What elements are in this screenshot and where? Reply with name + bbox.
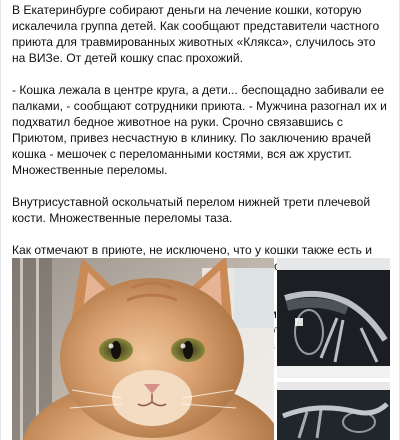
xray-photo-2[interactable]	[277, 382, 390, 440]
post-paragraph-2: - Кошка лежала в центре круга, а дети... беспощадно забивали ее палками, - сообщают сотрудники приюта. - Мужчина разогнал их и подхватил бедное животное на руки. Срочно связавшись с Приютом, привез несчастную в клинику. По заключению врачей кошка - мешочек с переломанными костями, вся аж хрустит. Множественные переломы.	[12, 83, 387, 177]
post-paragraph-1: В Екатеринбурге собирают деньги на лечение кошки, которую искалечила группа детей. Как сообщают представители частного приюта для травмированных животных «Клякса», случилось это на ВИЗе. От детей кошку спас прохожий.	[12, 3, 380, 65]
cat-photo-image	[12, 258, 274, 440]
xray-image-2	[277, 382, 390, 440]
cat-photo[interactable]	[12, 258, 274, 440]
photo-gallery	[12, 258, 390, 440]
xray-image-1	[277, 258, 390, 378]
xray-photo-1[interactable]	[277, 258, 390, 378]
post-paragraph-4: Как отмечают в приюте, не исключено, что у кошки также есть и	[12, 243, 373, 257]
post-paragraph-3: Внутрисуставной оскольчатый перелом нижней трети плечевой кости. Множественные переломы таза.	[12, 195, 371, 225]
